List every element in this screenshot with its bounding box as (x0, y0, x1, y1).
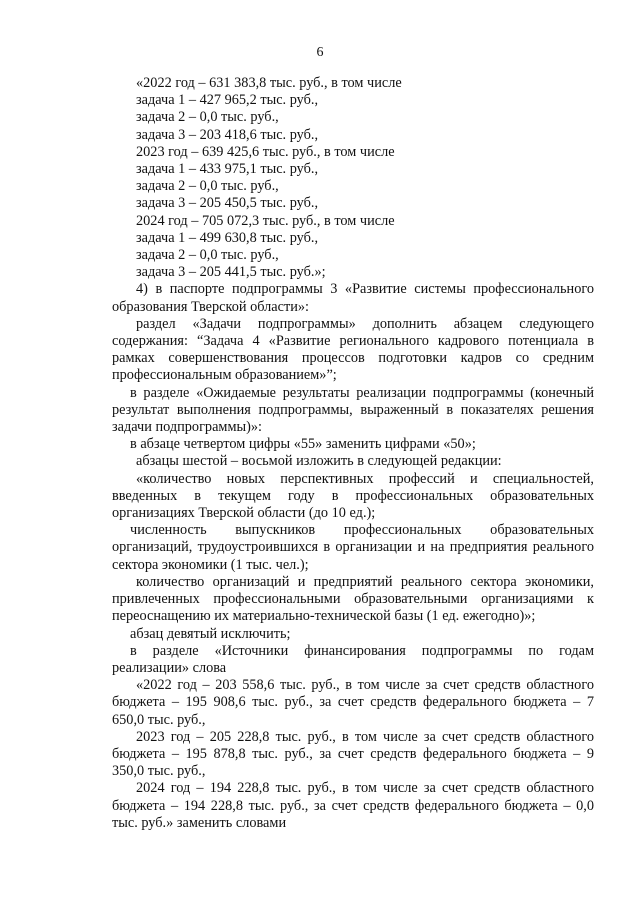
paragraph-tasks-section: раздел «Задачи подпрограммы» дополнить абзацем следующего содержания: “Задача 4 «Развитие регионального кадрового потенциала в рамках совершенствования процессов подготовки кадров со средним профессиональным образованием»”; (112, 315, 594, 384)
paragraph-abzac-9: абзац девятый исключить; (130, 625, 291, 642)
budget-line: задача 2 – 0,0 тыс. руб., (136, 109, 279, 126)
paragraph-organizations: количество организаций и предприятий реального сектора экономики, привлеченных профессиональными образовательными организациями к переоснащению их материально-технической базы (1 ед. ежегодно)»; (112, 573, 594, 625)
paragraph-abzacs-6-8: абзацы шестой – восьмой изложить в следующей редакции: (136, 453, 502, 470)
budget-line: задача 3 – 205 441,5 тыс. руб.»; (136, 264, 326, 281)
paragraph-graduates: численность выпускников профессиональных образовательных организаций, трудоустроившихся в организации и на предприятия реального сектора экономики (1 тыс. чел.); (112, 522, 594, 573)
budget-line: задача 3 – 205 450,5 тыс. руб., (136, 195, 319, 212)
paragraph-results-section: в разделе «Ожидаемые результаты реализации подпрограммы (конечный результат выполнения подпрограммы, выраженный в показателях решения задачи подпрограммы)»: (112, 384, 594, 436)
paragraph-funding-2023: 2023 год – 205 228,8 тыс. руб., в том числе за счет средств областного бюджета – 195 878,8 тыс. руб., за счет средств федерального бюджета – 9 350,0 тыс. руб., (112, 728, 594, 780)
budget-line: 2024 год – 705 072,3 тыс. руб., в том числе (136, 212, 395, 229)
budget-line: задача 1 – 427 965,2 тыс. руб., (136, 92, 319, 109)
paragraph-funding-section: в разделе «Источники финансирования подпрограммы по годам реализации» слова (112, 642, 594, 676)
budget-line: задача 2 – 0,0 тыс. руб., (136, 247, 279, 264)
paragraph-fourth-abzac: в абзаце четвертом цифры «55» заменить цифрами «50»; (130, 436, 476, 453)
page-number: 6 (316, 45, 324, 60)
budget-line: задача 1 – 433 975,1 тыс. руб., (136, 161, 319, 178)
paragraph-funding-2022: «2022 год – 203 558,6 тыс. руб., в том числе за счет средств областного бюджета – 195 908,6 тыс. руб., за счет средств федерального бюджета – 7 650,0 тыс. руб., (112, 677, 594, 728)
paragraph-new-professions: «количество новых перспективных профессий и специальностей, введенных в текущем году в профессиональных образовательных организациях Тверской области (до 10 ед.); (112, 470, 594, 522)
budget-line: задача 3 – 203 418,6 тыс. руб., (136, 126, 319, 143)
paragraph-funding-2024: 2024 год – 194 228,8 тыс. руб., в том числе за счет средств областного бюджета – 194 228,8 тыс. руб., за счет средств федерального бюджета – 0,0 тыс. руб.» заменить словами (112, 780, 594, 831)
document-body (112, 75, 594, 832)
budget-line: «2022 год – 631 383,8 тыс. руб., в том числе (136, 75, 402, 91)
budget-line: 2023 год – 639 425,6 тыс. руб., в том числе (136, 143, 395, 160)
paragraph-item-4: 4) в паспорте подпрограммы 3 «Развитие системы профессионального образования Тверской области»: (112, 281, 594, 315)
budget-line: задача 2 – 0,0 тыс. руб., (136, 178, 279, 195)
budget-line: задача 1 – 499 630,8 тыс. руб., (136, 229, 319, 246)
